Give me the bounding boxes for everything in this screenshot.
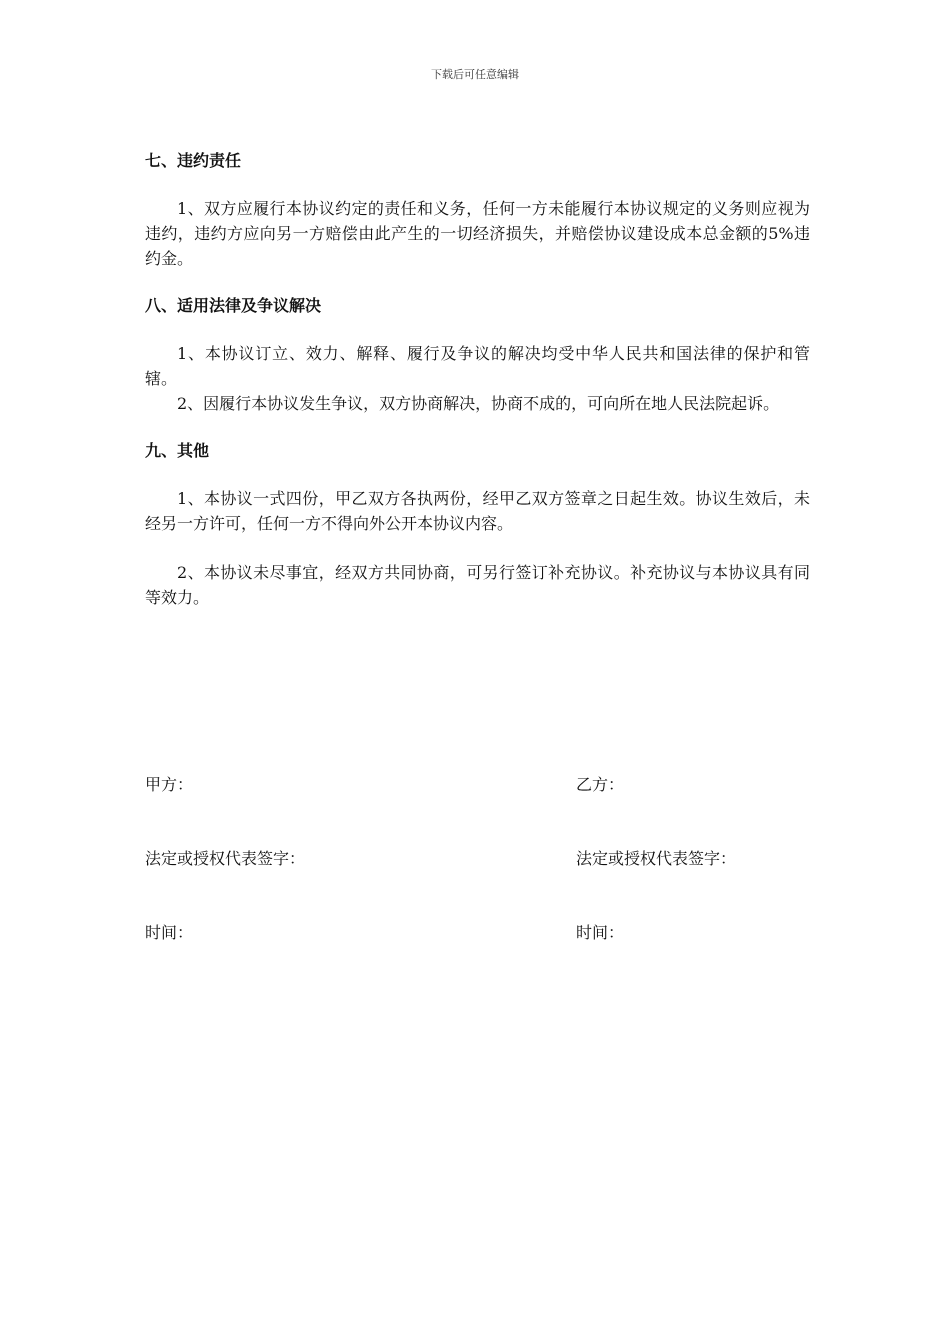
party-b-time: 时间： [576,923,625,942]
paragraph: 1、本协议一式四份，甲乙双方各执两份，经甲乙双方签章之日起生效。协议生效后，未经另一方许可，任何一方不得向外公开本协议内容。 [145,489,810,533]
paragraph: 1、本协议订立、效力、解释、履行及争议的解决均受中华人民共和国法律的保护和管辖。 [145,344,810,388]
section-other [145,438,810,610]
party-b-label: 乙方： [576,775,625,794]
party-b-rep-signature: 法定或授权代表签字： [576,849,737,868]
header-note: 下载后可任意编辑 [431,68,519,81]
signature-block [145,772,810,952]
party-b-signature [576,772,836,994]
paragraph: 2、因履行本协议发生争议，双方协商解决，协商不成的，可向所在地人民法院起诉。 [177,394,780,413]
document-body [145,148,810,610]
section-heading: 七、违约责任 [145,151,242,170]
party-a-signature [145,772,405,994]
paragraph: 1、双方应履行本协议约定的责任和义务，任何一方未能履行本协议规定的义务则应视为违约，违约方应向另一方赔偿由此产生的一切经济损失，并赔偿协议建设成本总金额的5%违约金。 [145,199,810,268]
party-a-time: 时间： [145,923,194,942]
section-breach-liability [145,148,810,271]
section-heading: 九、其他 [145,441,210,460]
paragraph: 2、本协议未尽事宜，经双方共同协商，可另行签订补充协议。补充协议与本协议具有同等效力。 [145,563,810,607]
section-applicable-law [145,293,810,416]
party-a-label: 甲方： [145,775,194,794]
section-heading: 八、适用法律及争议解决 [145,296,322,315]
party-a-rep-signature: 法定或授权代表签字： [145,849,306,868]
